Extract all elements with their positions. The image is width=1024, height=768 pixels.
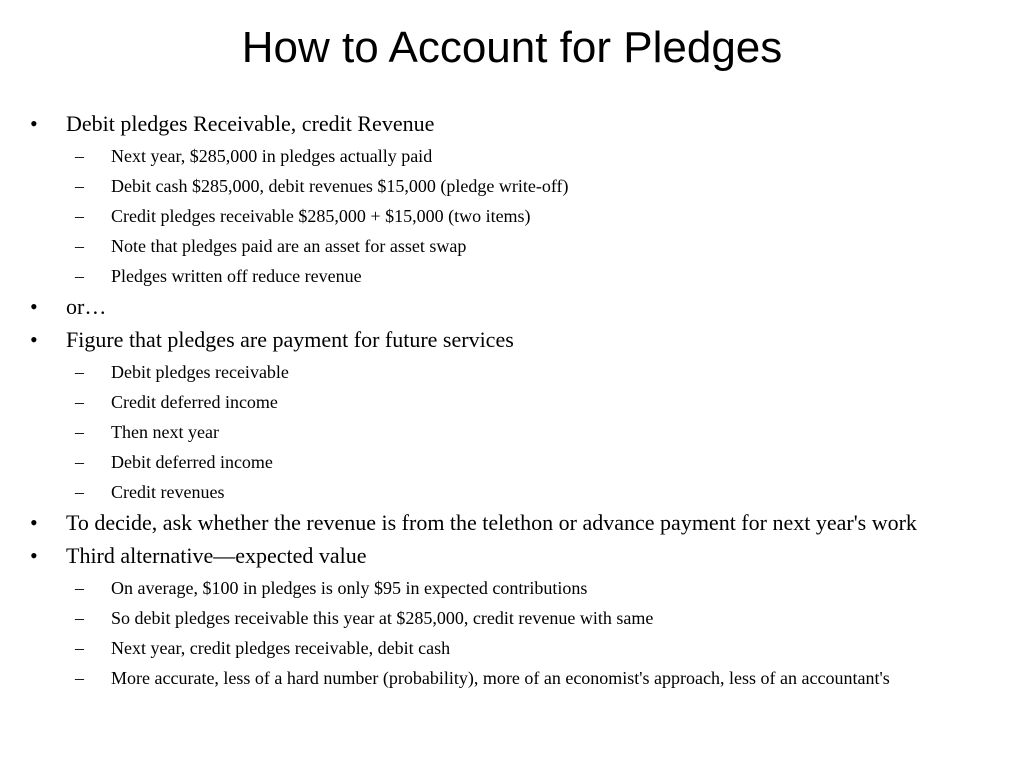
bullet-item [30,542,996,569]
dash-marker: – [75,362,84,382]
item-text: So debit pledges receivable this year at $285,000, credit revenue with same [111,608,654,628]
sub-bullet-item [30,451,996,473]
item-text: More accurate, less of a hard number (probability), more of an economist's approach, less of an accountant's [111,668,890,688]
bullet-marker: • [30,111,38,136]
item-text: On average, $100 in pledges is only $95 in expected contributions [111,578,588,598]
bullet-marker: • [30,294,38,319]
sub-bullet-item [30,205,996,227]
bullet-list [30,104,996,689]
bullet-marker: • [30,327,38,352]
dash-marker: – [75,176,84,196]
item-text: Note that pledges paid are an asset for asset swap [111,236,467,256]
bullet-item [30,110,996,137]
bullet-marker: • [30,543,38,568]
dash-marker: – [75,266,84,286]
item-text: Credit deferred income [111,392,278,412]
dash-marker: – [75,452,84,472]
item-text: Next year, $285,000 in pledges actually paid [111,146,433,166]
item-text: Debit cash $285,000, debit revenues $15,000 (pledge write-off) [111,176,569,196]
item-text: Next year, credit pledges receivable, debit cash [111,638,451,658]
bullet-item [30,509,996,536]
dash-marker: – [75,578,84,598]
sub-bullet-item [30,175,996,197]
sub-bullet-item [30,421,996,443]
bullet-item [30,293,996,320]
sub-bullet-item [30,607,996,629]
sub-bullet-item [30,391,996,413]
bullet-marker: • [30,510,38,535]
item-text: To decide, ask whether the revenue is from the telethon or advance payment for next year's work [66,510,917,535]
dash-marker: – [75,638,84,658]
dash-marker: – [75,392,84,412]
sub-bullet-item [30,667,996,689]
item-text: Third alternative—expected value [66,543,367,568]
item-text: Then next year [111,422,219,442]
item-text: Pledges written off reduce revenue [111,266,362,286]
dash-marker: – [75,482,84,502]
sub-bullet-item [30,481,996,503]
item-text: Debit pledges receivable [111,362,289,382]
dash-marker: – [75,146,84,166]
item-text: Credit pledges receivable $285,000 + $15,000 (two items) [111,206,531,226]
dash-marker: – [75,236,84,256]
sub-bullet-item [30,145,996,167]
item-text: Credit revenues [111,482,225,502]
sub-bullet-item [30,637,996,659]
item-text: Debit deferred income [111,452,273,472]
sub-bullet-item [30,235,996,257]
dash-marker: – [75,206,84,226]
dash-marker: – [75,668,84,688]
bullet-item [30,326,996,353]
slide-title: How to Account for Pledges [241,23,783,72]
sub-bullet-item [30,361,996,383]
dash-marker: – [75,608,84,628]
item-text: Figure that pledges are payment for future services [66,327,514,352]
item-text: Debit pledges Receivable, credit Revenue [66,111,435,136]
sub-bullet-item [30,265,996,287]
sub-bullet-item [30,577,996,599]
dash-marker: – [75,422,84,442]
item-text: or… [66,294,107,319]
